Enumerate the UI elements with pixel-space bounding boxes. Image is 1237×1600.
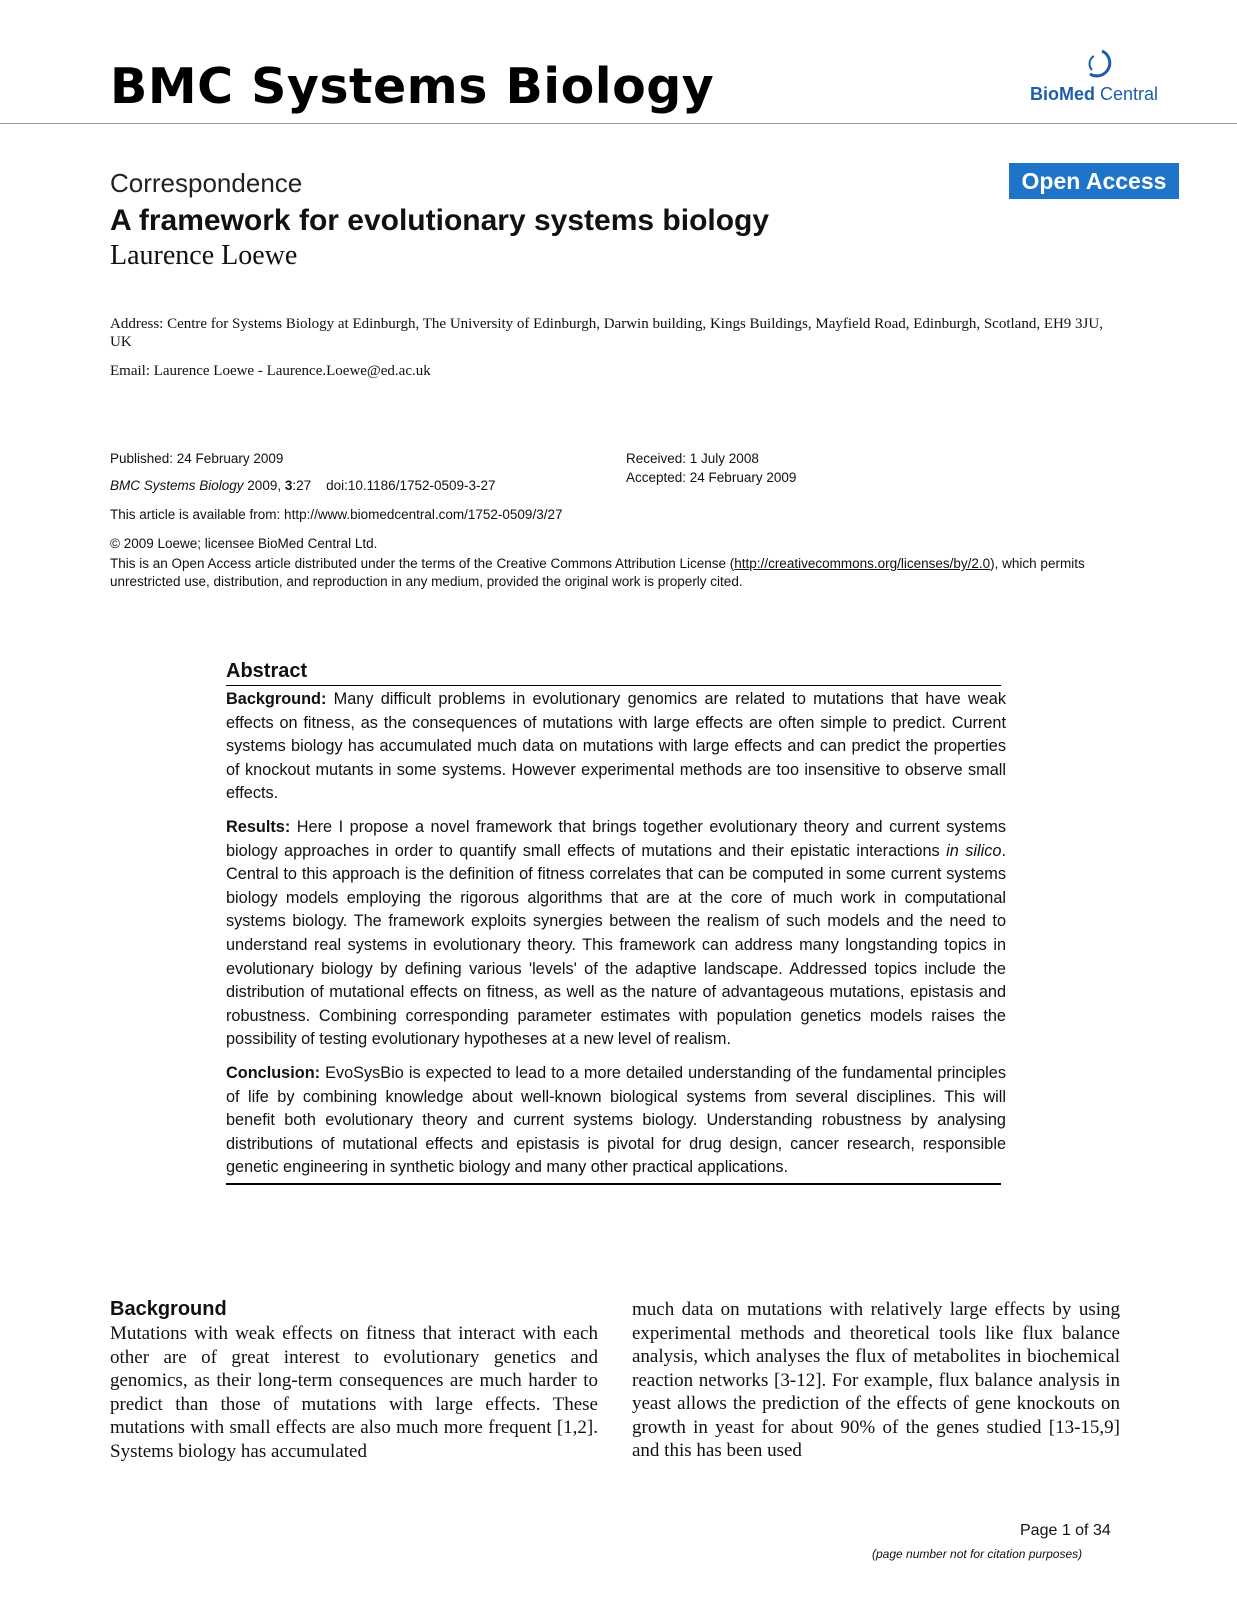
abstract-conclusion-text: EvoSysBio is expected to lead to a more detailed understanding of the fundamental principles of life by combining knowledge about well-known biological systems from several disciplines. This will benefit both evolutionary theory and current systems biology. Understanding robustness by analysing distributions of mutational effects and epistasis is pivotal for drug design, cancer research, responsible genetic engineering in synthetic biology and many other practical applications. — [226, 1063, 1006, 1177]
page-number-note: (page number not for citation purposes) — [872, 1547, 1083, 1561]
abstract-conclusion — [226, 1062, 1006, 1180]
article-title: A framework for evolutionary systems biology — [110, 204, 770, 237]
license-link[interactable]: http://creativecommons.org/licenses/by/2.0 — [734, 556, 991, 571]
article-url[interactable]: This article is available from: http://www.biomedcentral.com/1752-0509/3/27 — [110, 507, 563, 522]
abstract-section — [226, 660, 1006, 1185]
biomed-central-logo[interactable] — [1030, 48, 1170, 108]
citation-year: 2009, — [243, 478, 285, 493]
abstract-end-divider — [226, 1183, 1001, 1185]
abstract-results — [226, 816, 1006, 1052]
body-column-right: much data on mutations with relatively large effects by using experimental methods and theoretical tools like flux balance analysis, which analyses the flux of metabolites in biochemical reaction networks [3-12]. For example, flux balance analysis in yeast allows the prediction of the effects of gene knockouts on growth in yeast for about 90% of the genes studied [13-15,9] and this has been used — [632, 1299, 1120, 1461]
citation-doi: :27 doi:10.1186/1752-0509-3-27 — [292, 478, 496, 493]
logo-swirl-icon — [1082, 48, 1116, 82]
header-divider — [0, 123, 1237, 124]
abstract-results-text-b: . Central to this approach is the definition of fitness correlates that can be computed in some current systems biology models employing the rigorous algorithms that are at the core of much work in computational systems biology. The framework exploits synergies between the realism of such models and the need to understand real systems in evolutionary theory. This framework can address many longstanding topics in evolutionary biology by defining various 'levels' of the adaptive landscape. Addressed topics include the distribution of mutational effects on fitness, as well as the nature of advantageous mutations, epistasis and robustness. Combining corresponding parameter estimates with population genetics models raises the possibility of testing evolutionary hypotheses at a new level of realism. — [226, 841, 1006, 1049]
abstract-results-italic: in silico — [946, 841, 1002, 860]
section-heading-background: Background — [110, 1298, 227, 1320]
abstract-results-label: Results: — [226, 817, 291, 836]
received-date: Received: 1 July 2008 — [626, 451, 759, 466]
citation-journal: BMC Systems Biology — [110, 478, 244, 493]
license-text-before: This is an Open Access article distributed under the terms of the Creative Commons Attribution License ( — [110, 556, 735, 571]
published-date: Published: 24 February 2009 — [110, 451, 284, 466]
abstract-background-text: Many difficult problems in evolutionary genomics are related to mutations that have weak effects on fitness, as the consequences of mutations with large effects are often simple to predict. Current systems biology has accumulated much data on mutations with large effects and can predict the properties of knockout mutants in some systems. However experimental methods are too insensitive to observe small effects. — [226, 690, 1006, 803]
article-type: Correspondence — [110, 168, 303, 198]
logo-text — [1030, 84, 1158, 105]
abstract-conclusion-label: Conclusion: — [226, 1063, 321, 1082]
open-access-badge: Open Access — [1009, 163, 1179, 199]
body-column-left: Mutations with weak effects on fitness that interact with each other are of great interest to evolutionary genetics and genomics, as their long-term consequences are much harder to predict than those of mutations with large effects. These mutations with small effects are also much more frequent [1,2]. Systems biology has accumulated — [110, 1323, 598, 1462]
abstract-heading: Abstract — [226, 660, 1001, 686]
abstract-background — [226, 688, 1006, 806]
author-email[interactable]: Email: Laurence Loewe - Laurence.Loewe@ed.ac.uk — [110, 363, 431, 379]
author-name: Laurence Loewe — [110, 240, 298, 271]
abstract-background-label: Background: — [226, 690, 327, 708]
page-number: Page 1 of 34 — [1020, 1522, 1111, 1539]
citation-volume: 3 — [284, 478, 293, 493]
journal-title: BMC Systems Biology — [110, 58, 715, 115]
copyright-notice: © 2009 Loewe; licensee BioMed Central Ltd. — [110, 536, 378, 551]
author-address: Address: Centre for Systems Biology at Edinburgh, The University of Edinburgh, Darwin building, Kings Buildings, Mayfield Road, Edinburgh, Scotland, EH9 3JU, UK — [110, 316, 1103, 350]
license-text-after: ), which permits unrestricted use, distribution, and reproduction in any medium, provided the original work is properly cited. — [110, 556, 1085, 589]
logo-central: Central — [1100, 84, 1159, 104]
abstract-results-text-a: Here I propose a novel framework that brings together evolutionary theory and current systems biology approaches in order to quantify small effects of mutations and their epistatic interactions — [226, 817, 1006, 860]
accepted-date: Accepted: 24 February 2009 — [626, 470, 797, 485]
citation-line — [110, 477, 496, 495]
logo-biomed: BioMed — [1030, 84, 1095, 104]
license-notice — [110, 555, 1120, 591]
